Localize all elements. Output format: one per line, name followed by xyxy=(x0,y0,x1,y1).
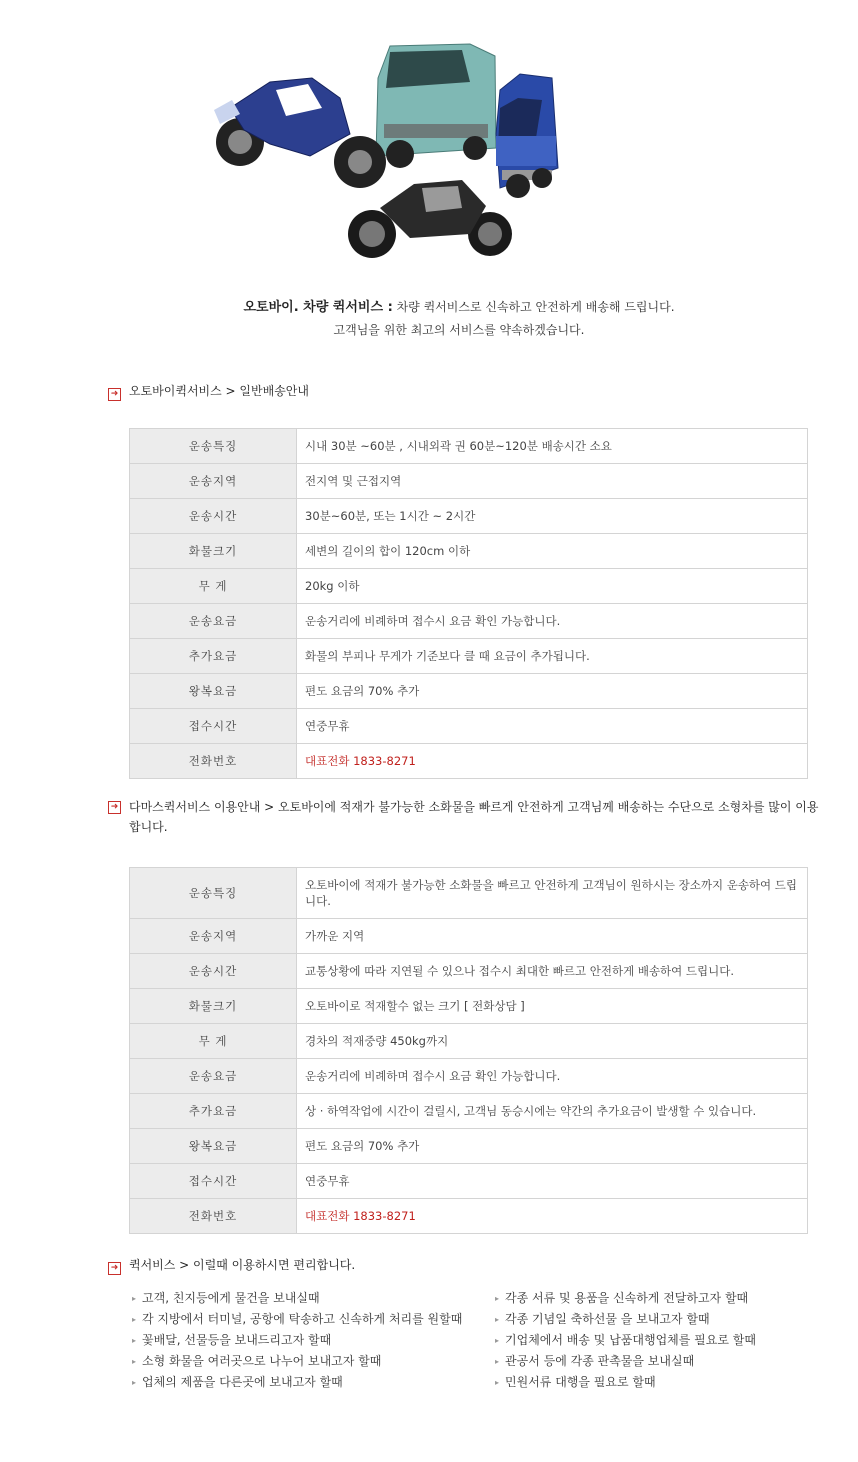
bullet-icon: ▸ xyxy=(495,1315,500,1324)
list-item xyxy=(495,1288,756,1309)
row-label: 무 게 xyxy=(130,569,297,604)
list-item-text: 각 지방에서 터미널, 공항에 탁송하고 신속하게 처리를 원할때 xyxy=(142,1312,463,1326)
row-label: 접수시간 xyxy=(130,709,297,744)
arrow-box-icon: ➜ xyxy=(108,801,121,814)
phone-number: 대표전화 1833-8271 xyxy=(297,1199,808,1234)
blue-van-image xyxy=(496,74,558,198)
table-row xyxy=(130,1199,808,1234)
table-row xyxy=(130,989,808,1024)
table-row xyxy=(130,674,808,709)
row-value: 세변의 길이의 합이 120cm 이하 xyxy=(297,534,808,569)
table-row xyxy=(130,1094,808,1129)
list-item xyxy=(132,1330,462,1351)
arrow-box-icon: ➜ xyxy=(108,388,121,401)
intro-text xyxy=(0,296,858,341)
row-value: 연중무휴 xyxy=(297,1164,808,1199)
row-value: 운송거리에 비례하며 접수시 요금 확인 가능합니다. xyxy=(297,604,808,639)
row-value: 교통상황에 따라 지연될 수 있으나 접수시 최대한 빠르고 안전하게 배송하여 드립니다. xyxy=(297,954,808,989)
intro-heading: 오토바이. 차량 퀵서비스 : xyxy=(243,300,393,315)
row-label: 추가요금 xyxy=(130,639,297,674)
table-row xyxy=(130,639,808,674)
intro-line2: 고객님을 위한 최고의 서비스를 약속하겠습니다. xyxy=(333,323,585,337)
table-row xyxy=(130,429,808,464)
bullet-icon: ▸ xyxy=(132,1315,137,1324)
table-row xyxy=(130,919,808,954)
row-label: 화물크기 xyxy=(130,534,297,569)
list-item-text: 소형 화물을 여러곳으로 나누어 보내고자 할때 xyxy=(142,1354,382,1368)
list-item xyxy=(132,1351,462,1372)
intro-line1: 차량 퀵서비스로 신속하고 안전하게 배송해 드립니다. xyxy=(396,300,675,314)
list-item-text: 관공서 등에 각종 판촉물을 보내실때 xyxy=(505,1354,695,1368)
section-header-damas xyxy=(108,797,819,837)
sport-motorcycle-image xyxy=(214,78,386,188)
bullet-icon: ▸ xyxy=(132,1294,137,1303)
row-label: 추가요금 xyxy=(130,1094,297,1129)
table-row xyxy=(130,744,808,779)
list-item-text: 민원서류 대행을 필요로 할때 xyxy=(505,1375,656,1389)
uses-list-right xyxy=(495,1288,756,1393)
row-value: 20kg 이하 xyxy=(297,569,808,604)
row-label: 무 게 xyxy=(130,1024,297,1059)
row-label: 왕복요금 xyxy=(130,674,297,709)
row-value: 화물의 부피나 무게가 기준보다 클 때 요금이 추가됩니다. xyxy=(297,639,808,674)
row-label: 왕복요금 xyxy=(130,1129,297,1164)
row-value: 오토바이로 적재할수 없는 크기 [ 전화상담 ] xyxy=(297,989,808,1024)
section-header-uses xyxy=(108,1255,355,1275)
section-title-bike: 오토바이퀵서비스 > 일반배송안내 xyxy=(129,384,309,398)
bullet-icon: ▸ xyxy=(132,1336,137,1345)
list-item-text: 고객, 친지등에게 물건을 보내실때 xyxy=(142,1291,320,1305)
row-label: 운송시간 xyxy=(130,954,297,989)
row-label: 운송특징 xyxy=(130,868,297,919)
bullet-icon: ▸ xyxy=(132,1378,137,1387)
row-label: 운송요금 xyxy=(130,1059,297,1094)
row-label: 전화번호 xyxy=(130,744,297,779)
row-value: 상 · 하역작업에 시간이 걸릴시, 고객님 동승시에는 약간의 추가요금이 발생할 수 있습니다. xyxy=(297,1094,808,1129)
list-item xyxy=(132,1288,462,1309)
table-row xyxy=(130,569,808,604)
damas-service-table xyxy=(129,867,808,1234)
row-label: 운송시간 xyxy=(130,499,297,534)
row-value: 편도 요금의 70% 추가 xyxy=(297,1129,808,1164)
uses-list-left xyxy=(132,1288,462,1393)
section-title-damas: 다마스퀵서비스 이용안내 > 오토바이에 적재가 불가능한 소화물을 빠르게 안전하게 고객님께 배송하는 수단으로 소형차를 많이 이용합니다. xyxy=(129,800,819,834)
table-row xyxy=(130,1059,808,1094)
row-value: 편도 요금의 70% 추가 xyxy=(297,674,808,709)
section-title-uses: 퀵서비스 > 이럴때 이용하시면 편리합니다. xyxy=(129,1258,356,1272)
row-label: 화물크기 xyxy=(130,989,297,1024)
list-item-text: 기업체에서 배송 및 납품대행업체를 필요로 할때 xyxy=(505,1333,756,1347)
row-value: 30분~60분, 또는 1시간 ~ 2시간 xyxy=(297,499,808,534)
table-row xyxy=(130,1129,808,1164)
list-item xyxy=(495,1372,756,1393)
bullet-icon: ▸ xyxy=(495,1294,500,1303)
row-value: 가까운 지역 xyxy=(297,919,808,954)
list-item xyxy=(495,1351,756,1372)
row-value: 전지역 및 근접지역 xyxy=(297,464,808,499)
table-row xyxy=(130,499,808,534)
list-item xyxy=(495,1330,756,1351)
phone-number: 대표전화 1833-8271 xyxy=(297,744,808,779)
cruiser-motorcycle-image xyxy=(348,180,512,258)
bullet-icon: ▸ xyxy=(495,1378,500,1387)
row-value: 연중무휴 xyxy=(297,709,808,744)
row-label: 운송요금 xyxy=(130,604,297,639)
table-row xyxy=(130,709,808,744)
row-value: 경차의 적재중량 450kg까지 xyxy=(297,1024,808,1059)
list-item xyxy=(132,1372,462,1393)
row-label: 운송지역 xyxy=(130,919,297,954)
list-item-text: 각종 서류 및 용품을 신속하게 전달하고자 할때 xyxy=(505,1291,749,1305)
bullet-icon: ▸ xyxy=(495,1336,500,1345)
row-value: 운송거리에 비례하며 접수시 요금 확인 가능합니다. xyxy=(297,1059,808,1094)
list-item-text: 각종 기념일 축하선물 을 보내고자 할때 xyxy=(505,1312,710,1326)
table-row xyxy=(130,604,808,639)
row-value: 오토바이에 적재가 불가능한 소화물을 빠르고 안전하게 고객님이 원하시는 장소까지 운송하여 드립니다. xyxy=(297,868,808,919)
list-item xyxy=(495,1309,756,1330)
table-row xyxy=(130,1164,808,1199)
bullet-icon: ▸ xyxy=(495,1357,500,1366)
row-label: 전화번호 xyxy=(130,1199,297,1234)
list-item-text: 업체의 제품을 다른곳에 보내고자 할때 xyxy=(142,1375,343,1389)
arrow-box-icon: ➜ xyxy=(108,1262,121,1275)
list-item-text: 꽃배달, 선물등을 보내드리고자 할때 xyxy=(142,1333,332,1347)
table-row xyxy=(130,464,808,499)
row-label: 접수시간 xyxy=(130,1164,297,1199)
vehicles-illustration xyxy=(200,38,560,266)
bullet-icon: ▸ xyxy=(132,1357,137,1366)
row-label: 운송지역 xyxy=(130,464,297,499)
table-row xyxy=(130,954,808,989)
row-value: 시내 30분 ~60분 , 시내외곽 권 60분~120분 배송시간 소요 xyxy=(297,429,808,464)
table-row xyxy=(130,534,808,569)
row-label: 운송특징 xyxy=(130,429,297,464)
list-item xyxy=(132,1309,462,1330)
bike-service-table xyxy=(129,428,808,779)
table-row xyxy=(130,1024,808,1059)
section-header-bike xyxy=(108,381,309,401)
table-row xyxy=(130,868,808,919)
teal-van-image xyxy=(376,44,496,168)
